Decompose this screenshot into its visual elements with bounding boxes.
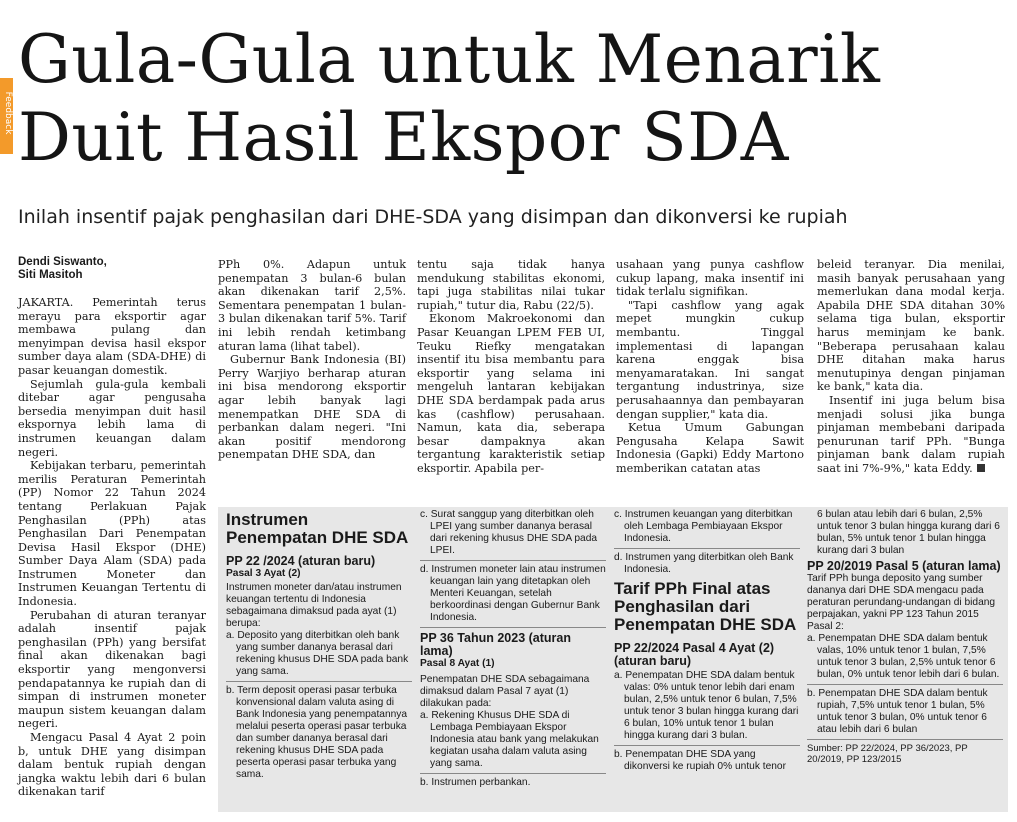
author-1: Dendi Siswanto,: [18, 256, 107, 268]
info-box-title: Tarif PPh Final atas Penghasilan dari Penempatan DHE SDA: [614, 579, 797, 634]
paragraph: Mengacu Pasal 4 Ayat 2 poin b, untuk DHE yang disimpan dalam bentuk rupiah dengan jangka waktu lebih dari 6 bulan dikenakan tarif: [18, 731, 206, 799]
info-box-column-3: [614, 509, 800, 773]
paragraph: tentu saja tidak hanya mendukung stabilitas ekonomi, tapi juga stabilitas nilai tukar rupiah," tutur dia, Rabu (22/5).: [417, 258, 605, 312]
info-box-title: Instrumen Penempatan DHE SDA: [226, 510, 409, 547]
article-column-2: [218, 258, 406, 462]
list-item: a. Penempatan DHE SDA dalam bentuk valas: 0% untuk tenor lebih dari enam bulan, 2,5% untuk tenor 6 bulan, 7,5% untuk tenor 3 bulan hingga kurang dari 6 bulan, 10% untuk tenor 1 bulan hingga kurang dari 3 bulan.: [614, 670, 799, 741]
list-item: d. Instrumen moneter lain atau instrumen keuangan lain yang ditetapkan oleh Menteri Keuangan, setelah berkoordinasi dengan Gubernur Bank Indonesia.: [420, 564, 606, 623]
section-intro: Penempatan DHE SDA sebagaimana dimaksud dalam Pasal 7 ayat (1) dilakukan pada:: [420, 674, 590, 709]
divider: [614, 745, 800, 746]
divider: [614, 548, 800, 549]
section-title: PP 22 /2024 (aturan baru): [226, 554, 376, 568]
section-intro: Instrumen moneter dan/atau instrumen keuangan tertentu di Indonesia sebagaimana dimaksud pada ayat (1) berupa:: [226, 582, 402, 629]
paragraph: Ketua Umum Gabungan Pengusaha Kelapa Sawit Indonesia (Gapki) Eddy Martono memberikan catatan atas: [616, 421, 804, 475]
feedback-label: Feedback: [3, 91, 13, 135]
end-mark-icon: [977, 464, 985, 472]
list-item: b. Penempatan DHE SDA dalam bentuk rupiah, 7,5% untuk tenor 1 bulan, 5% untuk tenor 3 bulan, 0% untuk tenor 6 atau lebih dari 6 bulan: [807, 688, 988, 735]
section-subtitle: Pasal 8 Ayat (1): [420, 658, 495, 669]
headline-line-1: Gula-Gula untuk Menarik: [18, 21, 881, 98]
paragraph: Ekonom Makroekonomi dan Pasar Keuangan LPEM FEB UI, Teuku Riefky mengatakan insentif itu bisa membantu para eksportir yang selama ini mengeluh lantaran kebijakan DHE SDA berdampak pada arus kas (cashflow) perusahaan. Namun, kata dia, seberapa besar dampaknya akan tergantung karakteristik setiap eksportir. Apabila per-: [417, 312, 605, 475]
list-item: d. Instrumen yang diterbitkan oleh Bank Indonesia.: [614, 552, 794, 575]
paragraph: Sejumlah gula-gula kembali ditebar agar pengusaha bersedia menyimpan duit hasil ekspornya lebih lama di instrumen keuangan dalam negeri.: [18, 377, 206, 459]
paragraph: Perubahan di aturan teranyar adalah insentif pajak penghasilan (PPh) yang bersifat final akan dikenakan bagi eksportir yang mengonversi pendapatannya ke rupiah dan di simpan di instrumen moneter maupun sistem keuangan dalam negeri.: [18, 608, 206, 731]
list-item: a. Deposito yang diterbitkan oleh bank yang sumber dananya berasal dari rekening khusus DHE SDA pada bank yang sama.: [226, 630, 409, 677]
subheadline: Inilah insentif pajak penghasilan dari DHE-SDA yang disimpan dan dikonversi ke rupiah: [18, 206, 848, 228]
paragraph: PPh 0%. Adapun untuk penempatan 3 bulan-6 bulan akan dikenakan tarif 2,5%. Sementara penempatan 1 bulan-3 bulan dikenakan tarif 5%. Tarif ini lebih rendah ketimbang aturan lama (lihat tabel).: [218, 258, 406, 353]
paragraph-text: Insentif ini juga belum bisa menjadi solusi jika bunga pinjaman membebani daripada penurunan tarif PPh. "Bunga pinjaman bank dalam rupiah saat ini 7%-9%," kata Eddy.: [817, 393, 1005, 475]
list-item-continued: 6 bulan atau lebih dari 6 bulan, 2,5% untuk tenor 3 bulan hingga kurang dari 6 bulan, 5% untuk tenor 1 bulan hingga kurang dari 3 bulan: [817, 509, 1000, 556]
paragraph: "Tapi cashflow yang agak mepet mungkin cukup membantu. Tinggal implementasi di lapangan karena enggak bisa menyamaratakan. Ini sangat tergantung industrinya, size perusahaannya dan pembayaran dengan supplier," kata dia.: [616, 298, 804, 421]
divider: [807, 684, 1003, 685]
article-column-5: [817, 258, 1005, 476]
section-subtitle: Pasal 3 Ayat (2): [226, 568, 301, 579]
source-note: Sumber: PP 22/2024, PP 36/2023, PP 20/2019, PP 123/2015: [807, 743, 968, 765]
author-2: Siti Masitoh: [18, 269, 83, 281]
section-intro: Tarif PPh bunga deposito yang sumber dananya dari DHE SDA mengacu pada peraturan perundang-undangan di bidang perpajakan, yakni PP 123 Tahun 2015 Pasal 2:: [807, 573, 996, 632]
section-title: PP 36 Tahun 2023 (aturan lama): [420, 631, 571, 658]
article-column-1: [18, 256, 206, 799]
divider: [226, 681, 412, 682]
paragraph: Gubernur Bank Indonesia (BI) Perry Warjiyo berharap aturan ini bisa mendorong eksportir agar lebih banyak lagi menempatkan DHE SDA di perbankan dalam negeri. "Ini akan positif mendorong penempatan DHE SDA, dan: [218, 353, 406, 462]
article-column-3: [417, 258, 605, 476]
section-title: PP 22/2024 Pasal 4 Ayat (2) (aturan baru): [614, 641, 775, 668]
divider: [420, 627, 606, 628]
list-item: b. Instrumen perbankan.: [420, 777, 531, 788]
list-item: a. Rekening Khusus DHE SDA di Lembaga Pembiayaan Ekspor Indonesia atau bank yang melakukan kegiatan usaha dalam valuta asing yang sama.: [420, 710, 599, 769]
section-title: PP 20/2019 Pasal 5 (aturan lama): [807, 559, 1001, 573]
list-item: b. Term deposit operasi pasar terbuka konvensional dalam valuta asing di Bank Indonesia yang penempatannya melalui peserta operasi pasar terbuka dan sumber dananya berasal dari rekening khusus DHE SDA pada peserta operasi pasar terbuka yang sama.: [226, 685, 408, 780]
headline-line-2: Duit Hasil Ekspor SDA: [18, 99, 789, 176]
divider: [420, 773, 606, 774]
info-box-column-1: [226, 511, 412, 781]
list-item: a. Penempatan DHE SDA dalam bentuk valas, 10% untuk tenor 1 bulan, 7,5% untuk tenor 3 bulan, 2,5% untuk tenor 6 bulan, 0% untuk tenor lebih dari 6 bulan.: [807, 633, 1000, 680]
info-box-column-2: [420, 509, 606, 789]
paragraph: JAKARTA. Pemerintah terus merayu para eksportir agar membawa pulang dan menyimpan devisa hasil ekspor sumber daya alam (SDA-DHE) di pasar keuangan domestik.: [18, 296, 206, 377]
divider: [420, 560, 606, 561]
list-item: c. Instrumen keuangan yang diterbitkan oleh Lembaga Pembiayaan Ekspor Indonesia.: [614, 509, 793, 544]
byline: [18, 256, 206, 282]
list-item: c. Surat sanggup yang diterbitkan oleh LPEI yang sumber dananya berasal dari rekening khusus DHE SDA pada LPEI.: [420, 509, 598, 556]
paragraph: [817, 394, 1005, 476]
paragraph: Kebijakan terbaru, pemerintah merilis Peraturan Pemerintah (PP) Nomor 22 Tahun 2024 tentang Perlakuan Pajak Penghasilan (PPh) atas Penghasilan Dari Penempatan Devisa Hasil Ekspor (DHE) Sumber Daya Alam (SDA) pada Instrumen Moneter dan Instrumen Keuangan Tertentu di Indonesia.: [18, 459, 206, 609]
paragraph: usahaan yang punya cashflow cukup lapang, maka insentif ini tidak terlalu signifikan.: [616, 258, 804, 299]
divider: [807, 739, 1003, 740]
article-column-4: [616, 258, 804, 476]
info-box-column-4: [807, 509, 1003, 765]
list-item: b. Penempatan DHE SDA yang dikonversi ke rupiah 0% untuk tenor: [614, 749, 786, 772]
paragraph: beleid teranyar. Dia menilai, masih banyak perusahaan yang memerlukan dana modal kerja. Apabila DHE SDA ditahan 30% selama tiga bulan, eksportir harus meminjam ke bank. "Beberapa perusahaan kalau DHE ditahan maka harus menutupinya dengan pinjaman ke bank," kata dia.: [817, 258, 1005, 394]
feedback-tab[interactable]: [0, 78, 13, 154]
